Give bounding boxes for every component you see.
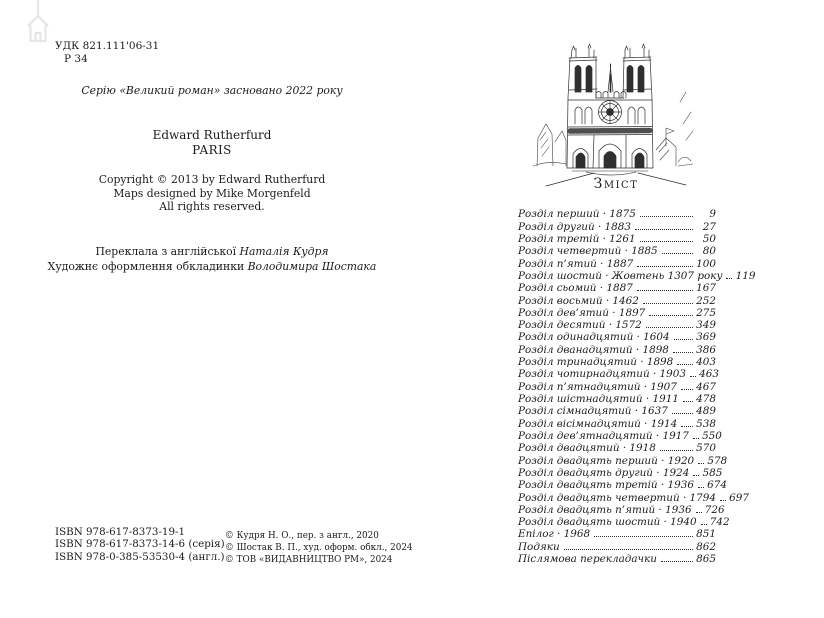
toc-entry	[518, 429, 722, 442]
toc-entry	[518, 269, 756, 282]
toc-dot-leader	[637, 257, 693, 266]
toc-entry	[518, 503, 725, 516]
toc-page-number: 386	[696, 343, 716, 356]
toc-dot-leader	[661, 553, 693, 562]
toc-entry-label: Розділ восьмий · 1462	[518, 294, 639, 307]
toc-dot-leader	[677, 356, 693, 365]
toc-page-number: 349	[696, 319, 716, 332]
toc-page-number: 489	[696, 405, 716, 418]
toc-entry-label: Розділ тринадцятий · 1898	[518, 356, 674, 369]
toc-dot-leader	[637, 282, 693, 291]
toc-entry	[518, 516, 730, 529]
toc-entry	[518, 540, 716, 552]
cover-designer-line	[14, 260, 410, 275]
toc-page-number: 578	[707, 454, 728, 467]
toc-entry-label: Розділ вісімнадцятий · 1914	[518, 417, 678, 430]
rights-credit-line: © Шостак В. П., худ. оформ. обкл., 2024	[225, 542, 413, 553]
copyright-line: Maps designed by Mike Morgenfeld	[113, 186, 311, 200]
toc-dot-leader	[640, 208, 693, 217]
toc-entry	[518, 257, 716, 269]
toc-entry-label: Післямова перекладачки	[518, 553, 657, 566]
toc-dot-leader	[696, 504, 702, 513]
toc-page-number: 865	[696, 553, 716, 566]
contents-heading: Зміст	[593, 176, 639, 192]
toc-page-number: 369	[696, 331, 716, 344]
toc-page-number: 275	[696, 306, 716, 319]
toc-dot-leader	[640, 233, 693, 242]
toc-page-number: 742	[709, 516, 730, 529]
toc-entry	[518, 294, 716, 306]
isbn-line: ISBN 978-617-8373-19-1	[55, 526, 186, 538]
credits-translation-block	[14, 245, 410, 274]
toc-entry	[518, 233, 716, 245]
toc-entry-label: Розділ сімнадцятий · 1637	[518, 405, 668, 418]
toc-page-number: 252	[696, 294, 716, 307]
toc-entry-label: Розділ двадцять другий · 1924	[518, 466, 690, 479]
toc-entry	[518, 528, 716, 540]
title-block	[14, 128, 410, 157]
toc-entry	[518, 331, 716, 343]
toc-dot-leader	[594, 528, 693, 537]
copyright-line: All rights reserved.	[159, 200, 265, 214]
toc-entry-label: Подяки	[518, 540, 560, 553]
toc-page-number: 9	[709, 208, 716, 221]
toc-dot-leader	[660, 442, 693, 451]
toc-entry	[518, 442, 716, 454]
toc-dot-leader	[698, 479, 704, 488]
toc-entry-label: Розділ п’ятнадцятий · 1907	[518, 380, 677, 393]
toc-page-number: 585	[702, 466, 723, 479]
toc-entry	[518, 220, 716, 232]
translator-prefix: Переклала з англійської	[95, 245, 237, 258]
series-note: Серію «Великий роман» засновано 2022 року	[81, 84, 343, 97]
toc-dot-leader	[646, 319, 693, 328]
rights-credits-block	[225, 531, 413, 566]
toc-dot-leader	[564, 540, 693, 549]
toc-dot-leader	[693, 467, 699, 476]
toc-dot-leader	[672, 405, 693, 414]
toc-page-number: 50	[702, 232, 716, 245]
toc-entry-label: Розділ шостий · Жовтень 1307 року	[518, 269, 723, 282]
toc-entry	[518, 319, 716, 331]
toc-page-number: 726	[704, 503, 725, 516]
toc-entry-label: Розділ одинадцятий · 1604	[518, 331, 670, 344]
toc-page-number: 403	[696, 356, 716, 369]
udc-code: УДК 821.111'06-31	[55, 40, 160, 52]
home-icon[interactable]	[24, 0, 52, 46]
toc-page-number: 674	[707, 479, 727, 492]
toc-entry	[518, 307, 716, 319]
toc-dot-leader	[649, 307, 693, 316]
toc-entry-label: Розділ сьомий · 1887	[518, 282, 633, 295]
udc-block	[55, 40, 159, 65]
toc-entry-label: Розділ двадцять шостий · 1940	[518, 516, 697, 529]
toc-entry-label: Розділ чотирнадцятий · 1903	[518, 368, 687, 381]
toc-page-number: 167	[696, 282, 716, 295]
toc-entry-label: Розділ дев’ятнадцятий · 1917	[518, 429, 689, 442]
toc-dot-leader	[673, 343, 693, 352]
toc-entry	[518, 466, 723, 479]
toc-page-number: 862	[696, 540, 716, 553]
toc-entry-label: Розділ десятий · 1572	[518, 319, 642, 332]
toc-dot-leader	[726, 270, 732, 279]
toc-entry-label: Розділ двадцять перший · 1920	[518, 454, 695, 467]
toc-dot-leader	[662, 245, 693, 254]
toc-entry	[518, 380, 716, 392]
toc-dot-leader	[701, 516, 707, 525]
toc-dot-leader	[720, 491, 726, 500]
toc-entry-label: Розділ дванадцятий · 1898	[518, 343, 669, 356]
toc-entry	[518, 553, 716, 565]
isbn-block	[55, 526, 225, 563]
toc-page-number: 550	[702, 429, 722, 442]
toc-dot-leader	[635, 220, 693, 229]
toc-entry-label: Розділ перший · 1875	[518, 208, 636, 221]
bbk-code: Р 34	[64, 52, 88, 65]
toc-dot-leader	[683, 393, 693, 402]
toc-page-number: 463	[699, 368, 720, 381]
toc-entry-label: Розділ двадцять п’ятий · 1936	[518, 503, 692, 516]
toc-page-number: 119	[735, 269, 756, 282]
toc-entry	[518, 343, 716, 355]
rights-credit-line: © ТОВ «ВИДАВНИЦТВО РМ», 2024	[225, 554, 393, 565]
toc-entry-label: Розділ п’ятий · 1887	[518, 257, 634, 270]
isbn-line: ISBN 978-0-385-53530-4 (англ.)	[55, 550, 225, 563]
toc-page-number: 80	[702, 245, 716, 258]
toc-entry	[518, 491, 750, 504]
toc-entry	[518, 393, 716, 405]
toc-page-number: 27	[702, 220, 716, 233]
toc-dot-leader	[681, 417, 693, 426]
toc-entry-label: Епілог · 1968	[518, 528, 591, 541]
cover-designer-prefix: Художнє оформлення обкладинки	[47, 259, 245, 273]
toc-entry	[518, 454, 728, 467]
translator-line	[14, 245, 410, 260]
toc-entry-label: Розділ четвертий · 1885	[518, 245, 658, 258]
rights-credit-line: © Кудря Н. О., пер. з англ., 2020	[225, 531, 379, 541]
toc-entry	[518, 245, 716, 257]
toc-page-number: 478	[696, 393, 716, 405]
notre-dame-illustration	[528, 40, 704, 190]
toc-entry	[518, 417, 716, 429]
toc-entry-label: Розділ другий · 1883	[518, 220, 631, 233]
cover-designer-name: Володимира Шостака	[247, 259, 377, 273]
toc-entry	[518, 356, 716, 368]
translator-name: Наталія Кудря	[239, 245, 329, 258]
toc-dot-leader	[674, 331, 693, 340]
toc-dot-leader	[693, 430, 699, 439]
table-of-contents	[518, 208, 756, 566]
toc-entry	[518, 479, 727, 492]
toc-dot-leader	[698, 454, 704, 463]
toc-page-number: 851	[696, 528, 716, 541]
book-title: PARIS	[192, 142, 232, 157]
toc-page-number: 697	[729, 491, 750, 504]
toc-page-number: 538	[696, 417, 716, 430]
copyright-line: Copyright © 2013 by Edward Rutherfurd	[98, 173, 326, 186]
toc-entry-label: Розділ третій · 1261	[518, 232, 636, 245]
toc-page-number: 570	[696, 442, 716, 455]
copyright-block	[14, 173, 410, 214]
toc-dot-leader	[643, 294, 693, 303]
toc-entry-label: Розділ двадцять третій · 1936	[518, 479, 694, 492]
toc-page-number: 100	[696, 257, 716, 270]
toc-entry-label: Розділ двадцять четвертий · 1794	[518, 491, 717, 504]
toc-dot-leader	[690, 368, 696, 377]
toc-entry	[518, 368, 720, 381]
toc-entry	[518, 282, 716, 294]
toc-page-number: 467	[696, 380, 716, 393]
isbn-line: ISBN 978-617-8373-14-6 (серія)	[55, 538, 225, 551]
toc-entry-label: Розділ шістнадцятий · 1911	[518, 393, 679, 405]
toc-entry	[518, 405, 716, 417]
toc-entry-label: Розділ двадцятий · 1918	[518, 442, 656, 455]
author-name: Edward Rutherfurd	[152, 128, 272, 142]
toc-entry	[518, 208, 716, 220]
toc-dot-leader	[681, 380, 693, 389]
toc-entry-label: Розділ дев’ятий · 1897	[518, 306, 646, 319]
